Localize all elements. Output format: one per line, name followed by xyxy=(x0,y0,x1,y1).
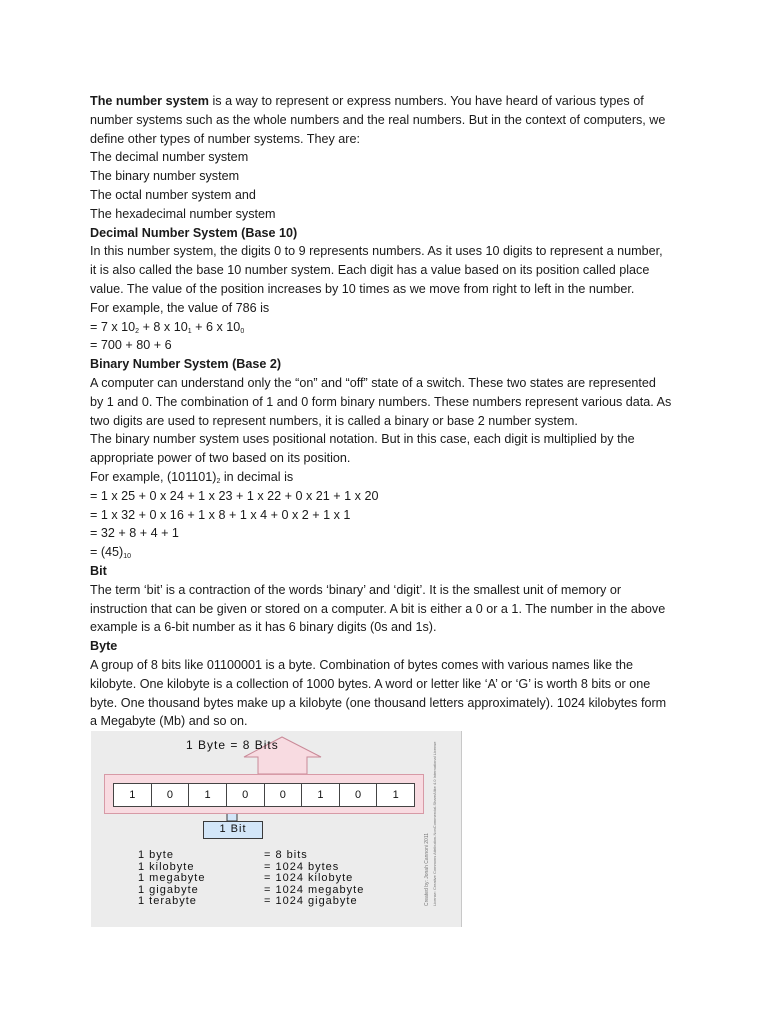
unit-row xyxy=(138,850,364,862)
eq-subscript: 2 xyxy=(216,477,221,485)
intro-term: The number system xyxy=(90,94,209,108)
bit-line-1: The term ‘bit’ is a contraction of the words ‘binary’ and ‘digit’. It is the smallest unit of memory or xyxy=(90,582,622,597)
list-item-octal: The octal number system and xyxy=(90,187,256,202)
binary-line-3: two digits are used to represent numbers, it is called a binary or base 2 number system. xyxy=(90,413,578,428)
byte-heading: Byte xyxy=(90,639,118,654)
bit-line-3: example is a 6-bit number as it has 6 binary digits (0s and 1s). xyxy=(90,620,437,635)
binary-heading: Binary Number System (Base 2) xyxy=(90,357,282,372)
binary-equation-4 xyxy=(90,543,690,562)
intro-line-3: define other types of number systems. They are: xyxy=(90,131,360,146)
bit-row xyxy=(113,783,415,807)
eq-part: + 6 x 10 xyxy=(191,319,241,334)
figure-title: 1 Byte = 8 Bits xyxy=(186,738,279,752)
decimal-line-3: value. The value of the position increases by 10 times as we move from right to left in the number. xyxy=(90,281,635,296)
byte-line-2: kilobyte. One kilobyte is a collection of 1000 bytes. A word or letter like ‘A’ or ‘G’ is worth 8 bits or one xyxy=(90,676,651,691)
bit-heading: Bit xyxy=(90,563,107,578)
binary-equation-1: = 1 x 25 + 0 x 24 + 1 x 23 + 1 x 22 + 0 x 21 + 1 x 20 xyxy=(90,488,379,503)
bit-cell: 0 xyxy=(152,784,190,806)
byte-line-4: a Megabyte (Mb) and so on. xyxy=(90,714,248,729)
intro-line-1 xyxy=(90,92,690,111)
unit-name: 1 kilobyte xyxy=(138,860,195,873)
unit-table xyxy=(138,850,364,908)
bit-cell: 0 xyxy=(340,784,378,806)
bit-cell: 1 xyxy=(302,784,340,806)
decimal-equation-1 xyxy=(90,318,690,337)
eq-part: in decimal is xyxy=(220,469,294,484)
eq-part: = (45) xyxy=(90,545,124,560)
list-item-decimal: The decimal number system xyxy=(90,150,249,165)
binary-line-4: The binary number system uses positional notation. But in this case, each digit is multiplied by the xyxy=(90,432,635,447)
eq-subscript: 1 xyxy=(187,327,192,335)
bit-cell: 0 xyxy=(265,784,303,806)
bit-cell: 1 xyxy=(114,784,152,806)
decimal-heading: Decimal Number System (Base 10) xyxy=(90,225,298,240)
figure-credit xyxy=(424,741,438,906)
byte-bits-figure xyxy=(91,731,462,927)
binary-line-2: by 1 and 0. The combination of 1 and 0 form binary numbers. These numbers represent various data. As xyxy=(90,394,672,409)
binary-line-5: appropriate power of two based on its position. xyxy=(90,451,351,466)
credit-line-1: Created by: Jonah Cannoni 2011 xyxy=(424,832,430,906)
eq-subscript: 0 xyxy=(240,327,245,335)
unit-name: 1 megabyte xyxy=(138,872,206,884)
bit-cell: 0 xyxy=(227,784,265,806)
unit-value: = 8 bits xyxy=(264,849,308,861)
unit-value: = 1024 kilobyte xyxy=(264,872,354,884)
unit-row xyxy=(138,873,364,885)
unit-row xyxy=(138,896,364,908)
eq-subscript: 2 xyxy=(135,327,140,335)
list-item-binary: The binary number system xyxy=(90,169,240,184)
eq-part: = 7 x 10 xyxy=(90,319,136,334)
bit-cell: 1 xyxy=(189,784,227,806)
binary-line-6 xyxy=(90,468,690,487)
unit-value: = 1024 bytes xyxy=(264,860,340,873)
unit-name: 1 terabyte xyxy=(138,895,197,907)
byte-line-1: A group of 8 bits like 01100001 is a byte. Combination of bytes comes with various names like the xyxy=(90,657,633,672)
binary-equation-2: = 1 x 32 + 0 x 16 + 1 x 8 + 1 x 4 + 0 x 2 + 1 x 1 xyxy=(90,507,351,522)
intro-line-2: number systems such as the whole numbers and the real numbers. But in the context of computers, we xyxy=(90,112,666,127)
bit-label-box: 1 Bit xyxy=(203,821,263,839)
intro-text: is a way to represent or express numbers. You have heard of various types of xyxy=(208,94,644,108)
decimal-line-4: For example, the value of 786 is xyxy=(90,300,270,315)
unit-value: = 1024 megabyte xyxy=(264,883,365,896)
bit-line-2: instruction that can be given or stored on a computer. A bit is either a 0 or a 1. The number in the above xyxy=(90,601,666,616)
document-body xyxy=(90,92,690,731)
unit-name: 1 byte xyxy=(138,849,174,861)
list-item-hexadecimal: The hexadecimal number system xyxy=(90,206,276,221)
decimal-line-2: it is also called the base 10 number system. Each digit has a value based on its position called place xyxy=(90,263,650,278)
decimal-equation-2: = 700 + 80 + 6 xyxy=(90,338,172,353)
eq-subscript: 10 xyxy=(123,553,132,561)
bit-cell: 1 xyxy=(392,789,399,801)
binary-line-1: A computer can understand only the “on” and “off” state of a switch. These two states are represented xyxy=(90,375,656,390)
decimal-line-1: In this number system, the digits 0 to 9 represents numbers. As it uses 10 digits to represent a number, xyxy=(90,244,663,259)
unit-name: 1 gigabyte xyxy=(138,883,199,896)
eq-part: For example, (101101) xyxy=(90,469,217,484)
byte-frame xyxy=(104,774,424,814)
unit-value: = 1024 gigabyte xyxy=(264,895,358,907)
credit-line-2: License: Creative Commons Attribution-NonCommercial-ShareAlike 4.0 International License xyxy=(432,741,437,906)
byte-line-3: byte. One thousand bytes make up a kilobyte (one thousand letters approximately). 1024 kilobytes form xyxy=(90,695,667,710)
binary-equation-3: = 32 + 8 + 4 + 1 xyxy=(90,526,179,541)
eq-part: + 8 x 10 xyxy=(139,319,188,334)
